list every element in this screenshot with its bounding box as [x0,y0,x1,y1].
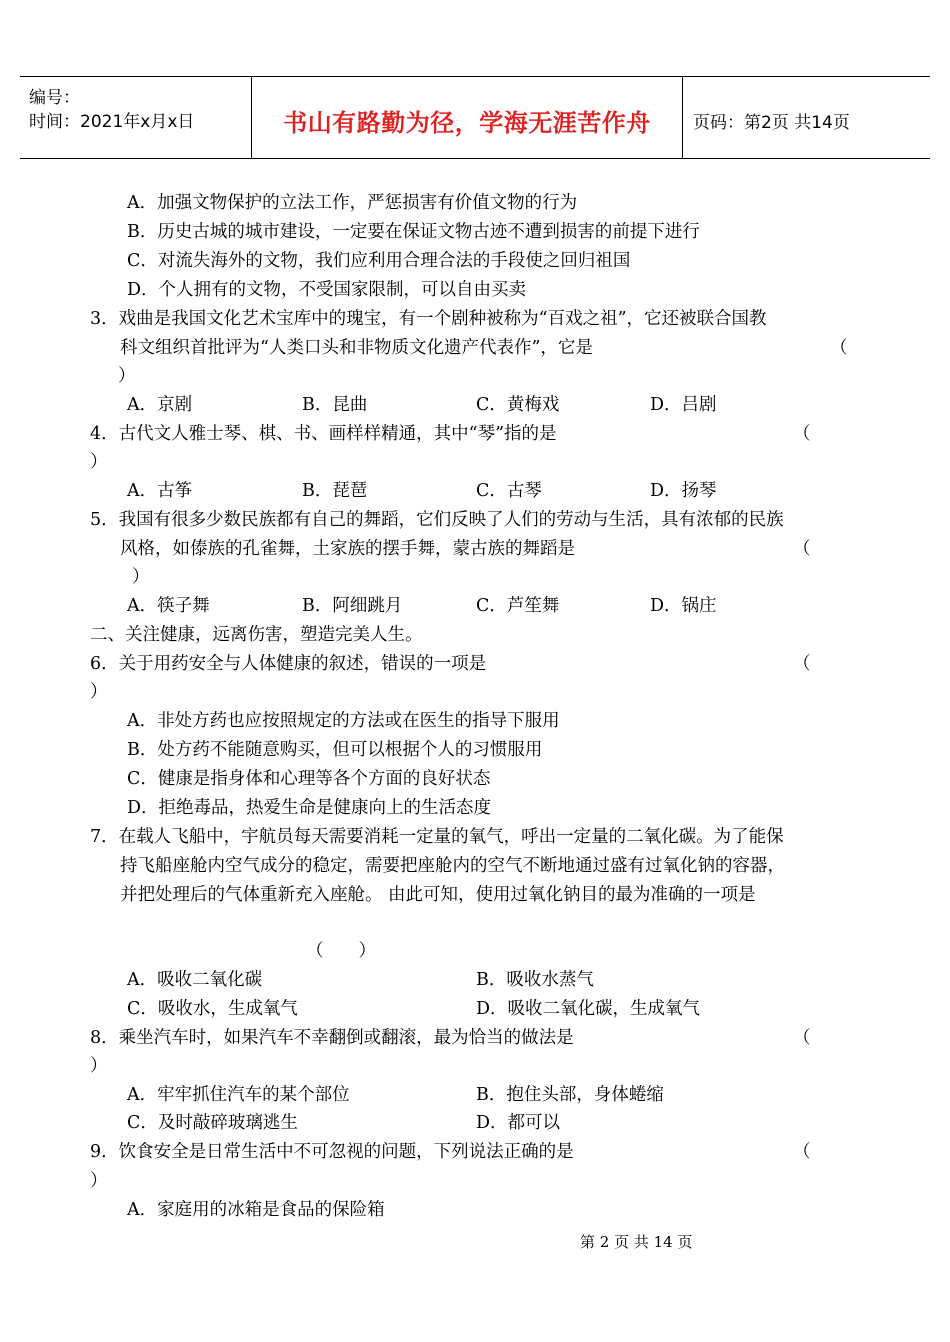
q7-option-d: D．吸收二氧化碳，生成氧气 [476,999,701,1019]
q3-paren-close: ） [118,366,136,386]
page-label: 页码：第2页 共14页 [693,113,850,133]
page-footer: 第 2 页 共 14 页 [580,1233,693,1251]
q6-option-c: C．健康是指身体和心理等各个方面的良好状态 [127,769,491,789]
section-2-heading: 二、关注健康，远离伤害，塑造完美人生。 [90,625,423,645]
q4-line1: 4．古代文人雅士琴、棋、书、画样样精通，其中“琴”指的是 [90,424,557,444]
q9-option-a: A．家庭用的冰箱是食品的保险箱 [127,1200,385,1220]
q5-option-b: B．阿细跳月 [302,596,403,616]
q8-option-b: B．抱住头部，身体蜷缩 [476,1085,664,1105]
q5-option-d: D．锅庄 [650,596,717,616]
q9-paren-close: ） [90,1171,108,1191]
q5-line1: 5．我国有很多少数民族都有自己的舞蹈，它们反映了人们的劳动与生活，具有浓郁的民族 [90,510,784,530]
q8-line1: 8．乘坐汽车时，如果汽车不幸翻倒或翻滚，最为恰当的做法是 [90,1028,574,1048]
q5-paren-close: ） [132,567,150,587]
q9-paren-open: （ [793,1142,811,1162]
header-right-cell [683,77,930,158]
q3-option-c: C．黄梅戏 [476,395,560,415]
q7-paren: （ ） [306,941,376,961]
q4-option-b: B．琵琶 [302,481,368,501]
q5-paren-open: （ [793,539,811,559]
q8-option-a: A．牢牢抓住汽车的某个部位 [127,1085,350,1105]
q4-paren-close: ） [90,452,108,472]
q6-option-d: D．拒绝毒品，热爱生命是健康向上的生活态度 [127,798,492,818]
q2-option-c: C．对流失海外的文物，我们应利用合理合法的手段使之回归祖国 [127,251,631,271]
q2-option-b: B．历史古城的城市建设，一定要在保证文物古迹不遭到损害的前提下进行 [127,222,700,242]
q3-line1: 3．戏曲是我国文化艺术宝库中的瑰宝，有一个剧种被称为“百戏之祖”，它还被联合国教 [90,309,767,329]
q5-option-a: A．筷子舞 [127,596,210,616]
q5-line2: 风格，如傣族的孔雀舞，土家族的摆手舞，蒙古族的舞蹈是 [120,539,575,559]
q8-paren-close: ） [90,1056,108,1076]
q8-option-d: D．都可以 [476,1113,561,1133]
header-center-cell [252,77,683,158]
motto: 书山有路勤为径，学海无涯苦作舟 [283,109,651,137]
q7-option-c: C．吸收水，生成氧气 [127,999,298,1019]
q3-option-d: D．吕剧 [650,395,717,415]
q6-paren-close: ） [90,682,108,702]
q4-option-a: A．古筝 [127,481,193,501]
q4-paren-open: （ [793,424,811,444]
header-table [20,76,930,159]
q7-line2: 持飞船座舱内空气成分的稳定，需要把座舱内的空气不断地通过盛有过氧化钠的容器， [120,856,785,876]
q6-option-b: B．处方药不能随意购买，但可以根据个人的习惯服用 [127,740,543,760]
q6-line1: 6．关于用药安全与人体健康的叙述，错误的一项是 [90,654,487,674]
header-left-cell [20,77,252,158]
q4-option-d: D．扬琴 [650,481,717,501]
q2-option-d: D．个人拥有的文物，不受国家限制，可以自由买卖 [127,280,527,300]
q7-line3: 并把处理后的气体重新充入座舱。 由此可知，使用过氧化钠目的最为准确的一项是 [120,885,756,905]
q3-option-b: B．昆曲 [302,395,368,415]
q2-option-a: A．加强文物保护的立法工作，严惩损害有价值文物的行为 [127,193,578,213]
q7-option-a: A．吸收二氧化碳 [127,970,263,990]
q6-paren-open: （ [793,654,811,674]
q3-line2: 科文组织首批评为“人类口头和非物质文化遗产代表作”，它是 [120,338,593,358]
q8-paren-open: （ [793,1028,811,1048]
q7-line1: 7．在载人飞船中，宇航员每天需要消耗一定量的氧气，呼出一定量的二氧化碳。为了能保 [90,827,784,847]
q3-option-a: A．京剧 [127,395,193,415]
q8-option-c: C．及时敲碎玻璃逃生 [127,1113,298,1133]
q7-option-b: B．吸收水蒸气 [476,970,594,990]
number-label: 编号： [29,88,80,108]
q9-line1: 9．饮食安全是日常生活中不可忽视的问题，下列说法正确的是 [90,1142,574,1162]
q5-option-c: C．芦笙舞 [476,596,560,616]
q6-option-a: A．非处方药也应按照规定的方法或在医生的指导下服用 [127,711,560,731]
q4-option-c: C．古琴 [476,481,542,501]
q3-paren-open: （ [830,338,848,358]
time-label: 时间：2021年x月x日 [29,112,195,132]
